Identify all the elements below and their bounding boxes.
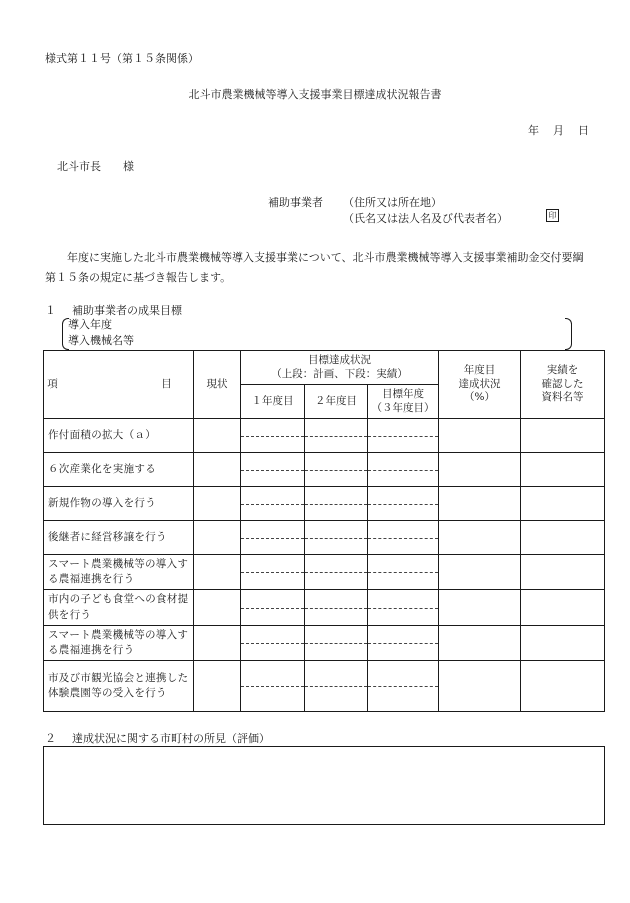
- row-item: スマート農業機械等の導入する農福連携を行う: [44, 625, 194, 660]
- table-row: [44, 625, 605, 660]
- cell-rate[interactable]: [439, 419, 521, 453]
- cell-current[interactable]: [194, 590, 241, 625]
- cell-current[interactable]: [194, 625, 241, 660]
- header-item: 項 目: [44, 351, 194, 419]
- cell-target-year[interactable]: [368, 625, 439, 660]
- table-row: [44, 590, 605, 625]
- date-line: [528, 124, 589, 138]
- cell-target-year[interactable]: [368, 555, 439, 590]
- cell-evidence[interactable]: [521, 521, 605, 555]
- cell-target-year[interactable]: [368, 419, 439, 453]
- applicant-address-label: （住所又は所在地）: [343, 196, 442, 209]
- introduction-info-bracket: [62, 318, 572, 350]
- goal-achievement-table: [43, 350, 605, 712]
- cell-target-year[interactable]: [368, 661, 439, 712]
- document-title: 北斗市農業機械等導入支援事業目標達成状況報告書: [188, 88, 442, 101]
- cell-year2[interactable]: [305, 661, 368, 712]
- cell-year1[interactable]: [241, 453, 305, 487]
- cell-rate[interactable]: [439, 453, 521, 487]
- applicant-label: 補助事業者: [268, 196, 323, 209]
- cell-target-year[interactable]: [368, 487, 439, 521]
- date-day: 日: [578, 124, 589, 137]
- cell-year2[interactable]: [305, 555, 368, 590]
- report-statement: 年度に実施した北斗市農業機械等導入支援事業について、北斗市農業機械等導入支援事業補助金交付要綱第１５条の規定に基づき報告します。: [45, 251, 584, 284]
- row-item: ６次産業化を実施する: [44, 453, 194, 487]
- cell-year1[interactable]: [241, 661, 305, 712]
- table-row: [44, 661, 605, 712]
- cell-year2[interactable]: [305, 521, 368, 555]
- cell-current[interactable]: [194, 487, 241, 521]
- form-number: 様式第１１号（第１５条関係）: [45, 52, 199, 65]
- cell-year1[interactable]: [241, 625, 305, 660]
- section1-heading: [45, 304, 182, 318]
- date-year: 年: [528, 124, 539, 137]
- section2-heading: [45, 732, 270, 746]
- cell-target-year[interactable]: [368, 590, 439, 625]
- table-row: [44, 487, 605, 521]
- row-item: スマート農業機械等の導入する農福連携を行う: [44, 555, 194, 590]
- addressee-name: 北斗市長: [57, 160, 101, 173]
- cell-year1[interactable]: [241, 521, 305, 555]
- cell-year1[interactable]: [241, 555, 305, 590]
- header-year2: ２年度目: [305, 385, 368, 419]
- addressee-suffix: 様: [123, 160, 134, 173]
- cell-rate[interactable]: [439, 625, 521, 660]
- cell-year2[interactable]: [305, 590, 368, 625]
- cell-current[interactable]: [194, 521, 241, 555]
- row-item: 作付面積の拡大（ａ）: [44, 419, 194, 453]
- cell-evidence[interactable]: [521, 419, 605, 453]
- cell-year2[interactable]: [305, 487, 368, 521]
- table-row: [44, 453, 605, 487]
- header-year1: １年度目: [241, 385, 305, 419]
- date-month: 月: [553, 124, 564, 137]
- cell-evidence[interactable]: [521, 661, 605, 712]
- cell-year2[interactable]: [305, 625, 368, 660]
- cell-rate[interactable]: [439, 521, 521, 555]
- cell-year2[interactable]: [305, 453, 368, 487]
- municipal-evaluation-box[interactable]: [43, 746, 605, 825]
- table-row: [44, 521, 605, 555]
- cell-current[interactable]: [194, 419, 241, 453]
- cell-evidence[interactable]: [521, 590, 605, 625]
- cell-year1[interactable]: [241, 590, 305, 625]
- cell-rate[interactable]: [439, 661, 521, 712]
- cell-current[interactable]: [194, 661, 241, 712]
- cell-current[interactable]: [194, 555, 241, 590]
- header-achievement-rate: 年度目 達成状況 （%）: [439, 351, 521, 419]
- cell-year1[interactable]: [241, 419, 305, 453]
- cell-evidence[interactable]: [521, 487, 605, 521]
- cell-year1[interactable]: [241, 487, 305, 521]
- header-current: 現状: [194, 351, 241, 419]
- cell-rate[interactable]: [439, 590, 521, 625]
- section1-number: １: [45, 304, 56, 317]
- table-row: [44, 419, 605, 453]
- cell-evidence[interactable]: [521, 625, 605, 660]
- section2-number: ２: [45, 732, 56, 745]
- addressee: [57, 160, 134, 174]
- section1-title: 補助事業者の成果目標: [72, 304, 182, 317]
- cell-current[interactable]: [194, 453, 241, 487]
- section2-title: 達成状況に関する市町村の所見（評価）: [72, 732, 270, 745]
- row-item: 市内の子ども食堂への食材提供を行う: [44, 590, 194, 625]
- cell-evidence[interactable]: [521, 555, 605, 590]
- row-item: 新規作物の導入を行う: [44, 487, 194, 521]
- table-row: [44, 555, 605, 590]
- right-bracket: [565, 318, 572, 350]
- machine-name-label: 導入機械名等: [68, 334, 134, 347]
- cell-target-year[interactable]: [368, 453, 439, 487]
- applicant-name-label: （氏名又は法人名及び代表者名）: [343, 212, 508, 225]
- cell-rate[interactable]: [439, 555, 521, 590]
- introduction-year-label: 導入年度: [68, 318, 112, 331]
- cell-evidence[interactable]: [521, 453, 605, 487]
- row-item: 市及び市観光協会と連携した体験農園等の受入を行う: [44, 661, 194, 712]
- cell-year2[interactable]: [305, 419, 368, 453]
- cell-rate[interactable]: [439, 487, 521, 521]
- seal-mark: 印: [546, 209, 559, 222]
- cell-target-year[interactable]: [368, 521, 439, 555]
- header-goal-status: 目標達成状況 （上段：計画、下段：実績）: [241, 351, 439, 385]
- header-target-year: 目標年度 （３年度目）: [368, 385, 439, 419]
- header-evidence-document: 実績を 確認した 資料名等: [521, 351, 605, 419]
- row-item: 後継者に経営移譲を行う: [44, 521, 194, 555]
